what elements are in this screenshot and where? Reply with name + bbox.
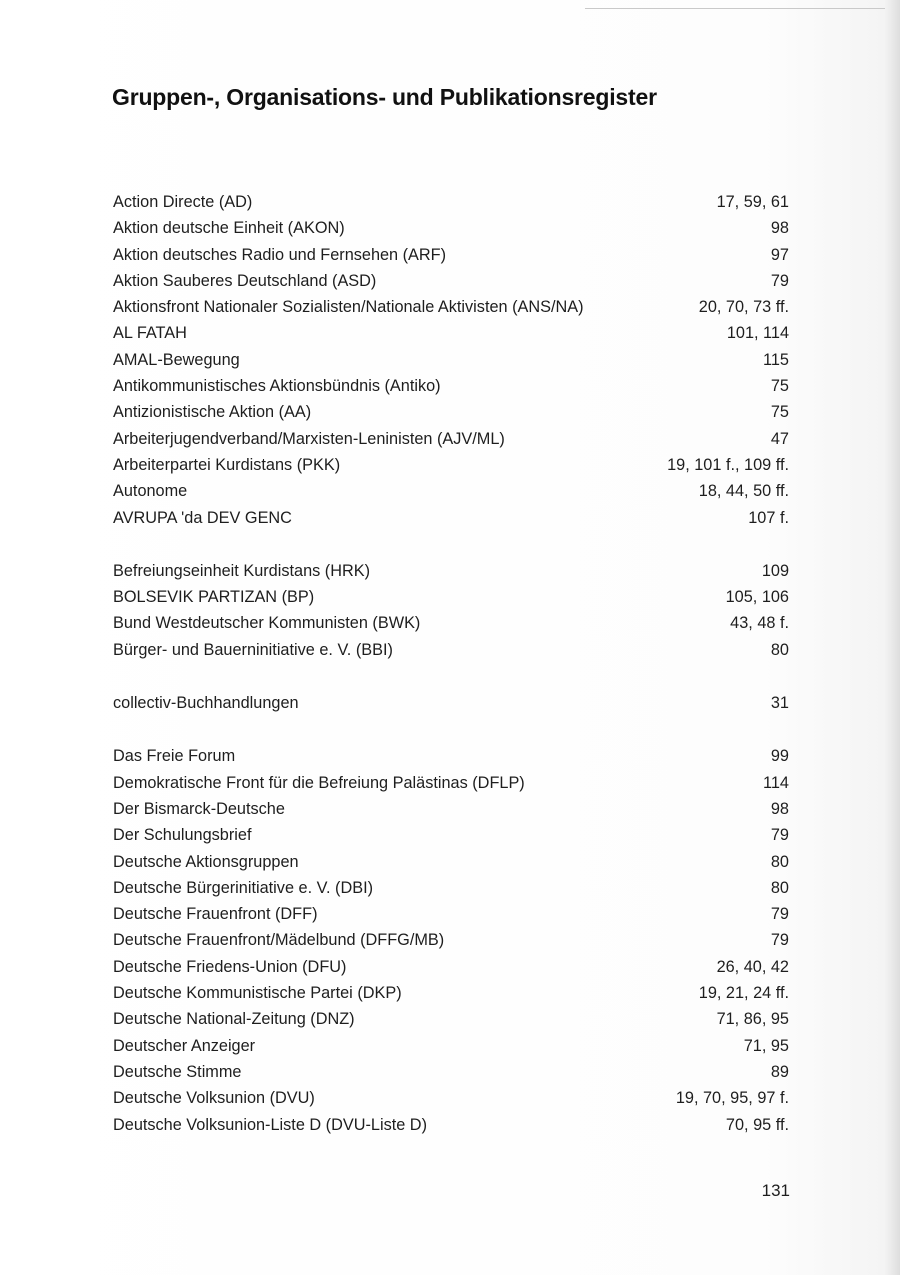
entry-name: Bund Westdeutscher Kommunisten (BWK) xyxy=(113,614,421,633)
entry-pages: 19, 101 f., 109 ff. xyxy=(667,455,789,474)
register-group xyxy=(113,558,789,663)
entry-name: AMAL-Bewegung xyxy=(113,350,240,369)
entry-pages: 80 xyxy=(770,878,789,897)
entry-name: Aktion deutsches Radio und Fernsehen (ARF) xyxy=(113,245,447,264)
register-entry xyxy=(113,875,789,901)
entry-pages: 98 xyxy=(770,799,789,818)
entry-name: collectiv-Buchhandlungen xyxy=(113,694,299,713)
entry-pages: 99 xyxy=(770,747,789,766)
page-number: 131 xyxy=(761,1181,790,1200)
entry-name: Deutsche Bürgerinitiative e. V. (DBI) xyxy=(113,878,374,897)
entry-name: Deutsche Frauenfront (DFF) xyxy=(113,905,318,924)
entry-name: Befreiungseinheit Kurdistans (HRK) xyxy=(113,561,371,580)
register-entry xyxy=(113,1033,789,1059)
entry-pages: 107 f. xyxy=(748,508,789,527)
entry-name: Deutsche Kommunistische Partei (DKP) xyxy=(113,984,402,1003)
entry-name: Aktion Sauberes Deutschland (ASD) xyxy=(113,271,377,290)
entry-name: Arbeiterjugendverband/Marxisten-Leninisten (AJV/ML) xyxy=(113,429,505,448)
register-list xyxy=(113,189,789,1165)
entry-pages: 17, 59, 61 xyxy=(716,193,789,211)
register-entry xyxy=(113,215,789,241)
entry-pages: 89 xyxy=(770,1062,789,1081)
register-entry xyxy=(113,770,789,796)
register-entry xyxy=(113,1085,789,1111)
entry-pages: 19, 21, 24 ff. xyxy=(698,984,789,1003)
entry-name: Deutsche Volksunion (DVU) xyxy=(113,1089,315,1108)
entry-pages: 70, 95 ff. xyxy=(725,1115,789,1134)
register-entry xyxy=(113,954,789,980)
register-entry xyxy=(113,1112,789,1138)
register-entry xyxy=(113,268,789,294)
register-group xyxy=(113,690,789,716)
register-entry xyxy=(113,980,789,1006)
entry-pages: 26, 40, 42 xyxy=(716,957,789,976)
entry-pages: 79 xyxy=(770,905,789,924)
register-entry xyxy=(113,399,789,425)
register-entry xyxy=(113,426,789,452)
top-rule xyxy=(585,8,885,9)
register-group xyxy=(113,189,789,531)
register-entry xyxy=(113,189,789,215)
page-edge-shadow xyxy=(884,0,900,1275)
entry-pages: 101, 114 xyxy=(726,324,789,343)
entry-pages: 109 xyxy=(761,561,789,580)
entry-name: Deutscher Anzeiger xyxy=(113,1036,256,1055)
entry-name: Antizionistische Aktion (AA) xyxy=(113,403,312,422)
register-entry xyxy=(113,320,789,346)
entry-pages: 114 xyxy=(763,773,789,792)
register-entry xyxy=(113,505,789,531)
entry-name: Deutsche Aktionsgruppen xyxy=(113,852,299,871)
register-group xyxy=(113,743,789,1137)
register-entry xyxy=(113,242,789,268)
entry-name: Deutsche Volksunion-Liste D (DVU-Liste D) xyxy=(113,1115,427,1134)
entry-name: Deutsche Frauenfront/Mädelbund (DFFG/MB) xyxy=(113,931,445,950)
entry-pages: 71, 95 xyxy=(743,1036,789,1055)
register-entry xyxy=(113,849,789,875)
entry-pages: 71, 86, 95 xyxy=(716,1010,789,1029)
entry-pages: 79 xyxy=(770,826,789,845)
register-entry xyxy=(113,796,789,822)
entry-name: AL FATAH xyxy=(113,324,187,343)
register-entry xyxy=(113,927,789,953)
entry-name: Autonome xyxy=(113,482,188,501)
entry-pages: 105, 106 xyxy=(725,588,789,607)
entry-name: BOLSEVIK PARTIZAN (BP) xyxy=(113,588,315,607)
register-entry xyxy=(113,558,789,584)
entry-name: Demokratische Front für die Befreiung Palästinas (DFLP) xyxy=(113,773,525,792)
register-entry xyxy=(113,690,789,716)
entry-name: AVRUPA 'da DEV GENC xyxy=(113,508,292,527)
entry-name: Das Freie Forum xyxy=(113,747,236,766)
entry-name: Aktion deutsche Einheit (AKON) xyxy=(113,219,345,238)
entry-pages: 20, 70, 73 ff. xyxy=(698,298,789,317)
entry-name: Antikommunistisches Aktionsbündnis (Antiko) xyxy=(113,377,441,396)
entry-name: Deutsche Stimme xyxy=(113,1062,242,1081)
entry-pages: 43, 48 f. xyxy=(730,614,789,633)
register-entry xyxy=(113,584,789,610)
entry-name: Deutsche National-Zeitung (DNZ) xyxy=(113,1010,355,1029)
entry-pages: 80 xyxy=(770,640,789,659)
entry-pages: 31 xyxy=(770,694,789,713)
entry-pages: 75 xyxy=(770,377,789,396)
entry-pages: 18, 44, 50 ff. xyxy=(698,482,789,501)
page-title: Gruppen-, Organisations- und Publikationsregister xyxy=(112,84,657,110)
register-entry xyxy=(113,610,789,636)
register-entry xyxy=(113,637,789,663)
entry-name: Aktionsfront Nationaler Sozialisten/Nationale Aktivisten (ANS/NA) xyxy=(113,298,584,317)
entry-pages: 115 xyxy=(763,350,789,369)
entry-pages: 79 xyxy=(770,271,789,290)
register-entry xyxy=(113,1006,789,1032)
register-entry xyxy=(113,822,789,848)
entry-pages: 47 xyxy=(770,429,789,448)
entry-name: Der Bismarck-Deutsche xyxy=(113,799,285,818)
entry-pages: 97 xyxy=(770,245,789,264)
entry-pages: 80 xyxy=(770,852,789,871)
entry-name: Bürger- und Bauerninitiative e. V. (BBI) xyxy=(113,640,393,659)
register-entry xyxy=(113,901,789,927)
entry-name: Arbeiterpartei Kurdistans (PKK) xyxy=(113,455,341,474)
register-entry xyxy=(113,373,789,399)
entry-pages: 19, 70, 95, 97 f. xyxy=(675,1089,789,1108)
entry-pages: 75 xyxy=(770,403,789,422)
register-entry xyxy=(113,294,789,320)
register-entry xyxy=(113,347,789,373)
entry-name: Deutsche Friedens-Union (DFU) xyxy=(113,957,347,976)
register-entry xyxy=(113,743,789,769)
register-entry xyxy=(113,1059,789,1085)
entry-pages: 98 xyxy=(770,219,789,238)
entry-name: Action Directe (AD) xyxy=(113,193,253,211)
entry-pages: 79 xyxy=(770,931,789,950)
entry-name: Der Schulungsbrief xyxy=(113,826,252,845)
register-entry xyxy=(113,452,789,478)
register-entry xyxy=(113,478,789,504)
